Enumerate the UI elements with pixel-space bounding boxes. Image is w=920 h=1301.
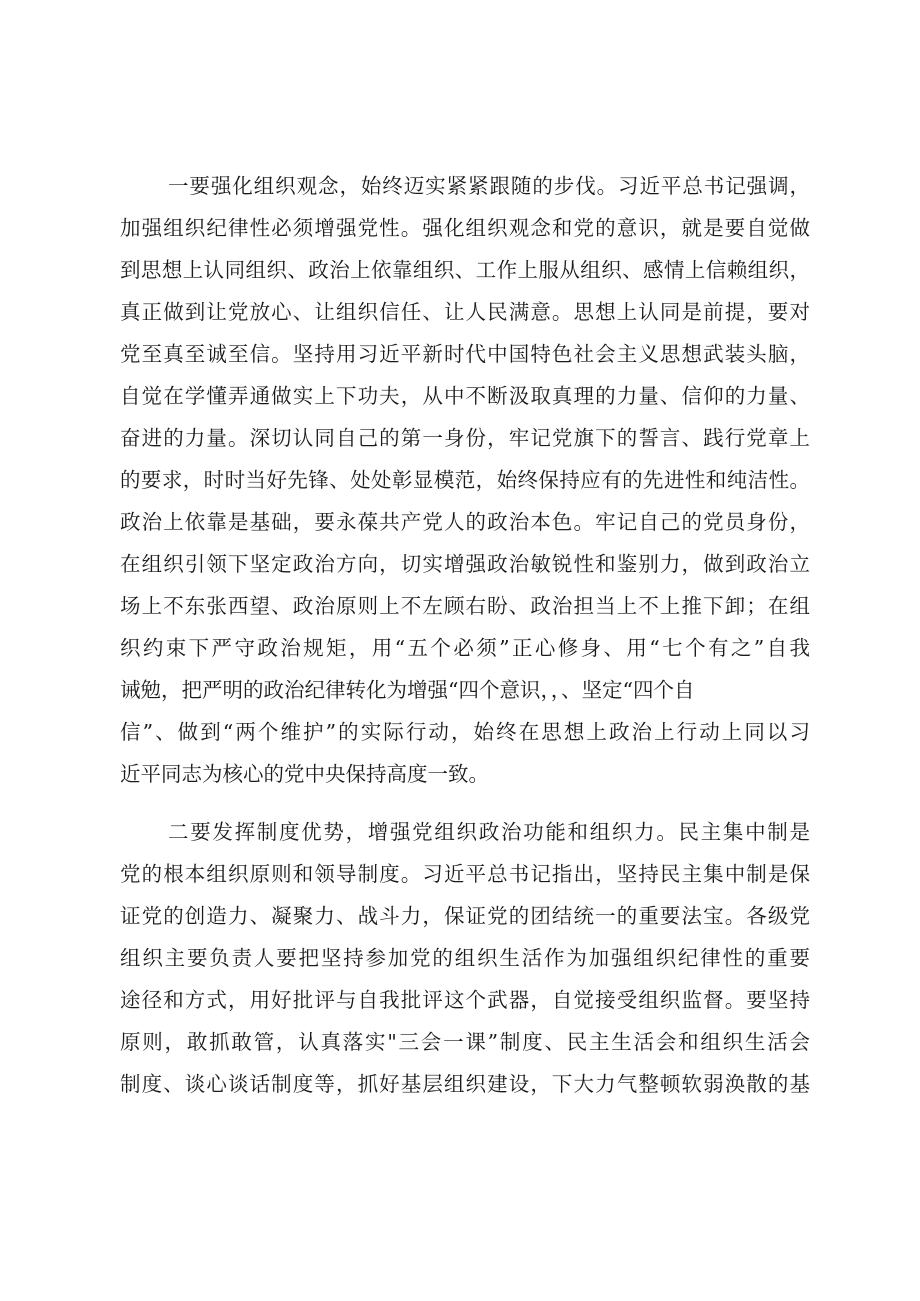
paragraph-1-line-2: 加强组织纪律性必须增强党性。强化组织观念和党的意识，就是要自觉做	[120, 216, 810, 240]
paragraph-1-line-7: 奋进的力量。深切认同自己的第一身份，牢记党旗下的誓言、践行党章上	[120, 426, 810, 450]
paragraph-1-line-3: 到思想上认同组织、政治上依靠组织、工作上服从组织、感情上信赖组织，	[120, 258, 810, 282]
paragraph-1-line-15: 近平同志为核心的党中央保持高度一致。	[120, 762, 489, 786]
paragraph-2-line-4: 组织主要负责人要把坚持参加党的组织生活作为加强组织纪律性的重要	[120, 946, 810, 970]
paragraph-2-line-2: 党的根本组织原则和领导制度。习近平总书记指出，坚持民主集中制是保	[120, 862, 810, 886]
paragraph-1-line-5: 党至真至诚至信。坚持用习近平新时代中国特色社会主义思想武装头脑，	[120, 342, 810, 366]
paragraph-2-line-1: 二要发挥制度优势，增强党组织政治功能和组织力。民主集中制是	[168, 820, 810, 844]
paragraph-1-line-11: 场上不东张西望、政治原则上不左顾右盼、政治担当上不上推下卸；在组	[120, 594, 810, 618]
paragraph-2-line-7: 制度、谈心谈话制度等，抓好基层组织建设，下大力气整顿软弱涣散的基	[120, 1072, 810, 1096]
paragraph-1-line-6: 自觉在学懂弄通做实上下功夫，从中不断汲取真理的力量、信仰的力量、	[120, 384, 810, 408]
paragraph-1-line-10: 在组织引领下坚定政治方向，切实增强政治敏锐性和鉴别力，做到政治立	[120, 552, 810, 576]
paragraph-1-line-1: 一要强化组织观念，始终迈实紧紧跟随的步伐。习近平总书记强调，	[168, 174, 810, 198]
paragraph-1-line-8: 的要求，时时当好先锋、处处彰显模范，始终保持应有的先进性和纯洁性。	[120, 468, 810, 492]
paragraph-1-line-4: 真正做到让党放心、让组织信任、让人民满意。思想上认同是前提，要对	[120, 300, 810, 324]
paragraph-2-line-5: 途径和方式，用好批评与自我批评这个武器，自觉接受组织监督。要坚持	[120, 988, 810, 1012]
paragraph-1-line-13: 诫勉，把严明的政治纪律转化为增强“四个意识，，、坚定“四个自	[120, 678, 695, 702]
paragraph-2-line-6: 原则，敢抓敢管，认真落实"三会一课”制度、民主生活会和组织生活会	[120, 1030, 810, 1054]
paragraph-1-line-12: 织约束下严守政治规矩，用“五个必须”正心修身、用“七个有之”自我	[120, 636, 810, 660]
paragraph-1-line-14: 信”、做到“两个维护”的实际行动，始终在思想上政治上行动上同以习	[120, 720, 810, 744]
paragraph-2-line-3: 证党的创造力、凝聚力、战斗力，保证党的团结统一的重要法宝。各级党	[120, 904, 810, 928]
paragraph-1-line-9: 政治上依靠是基础，要永葆共产党人的政治本色。牢记自己的党员身份，	[120, 510, 810, 534]
